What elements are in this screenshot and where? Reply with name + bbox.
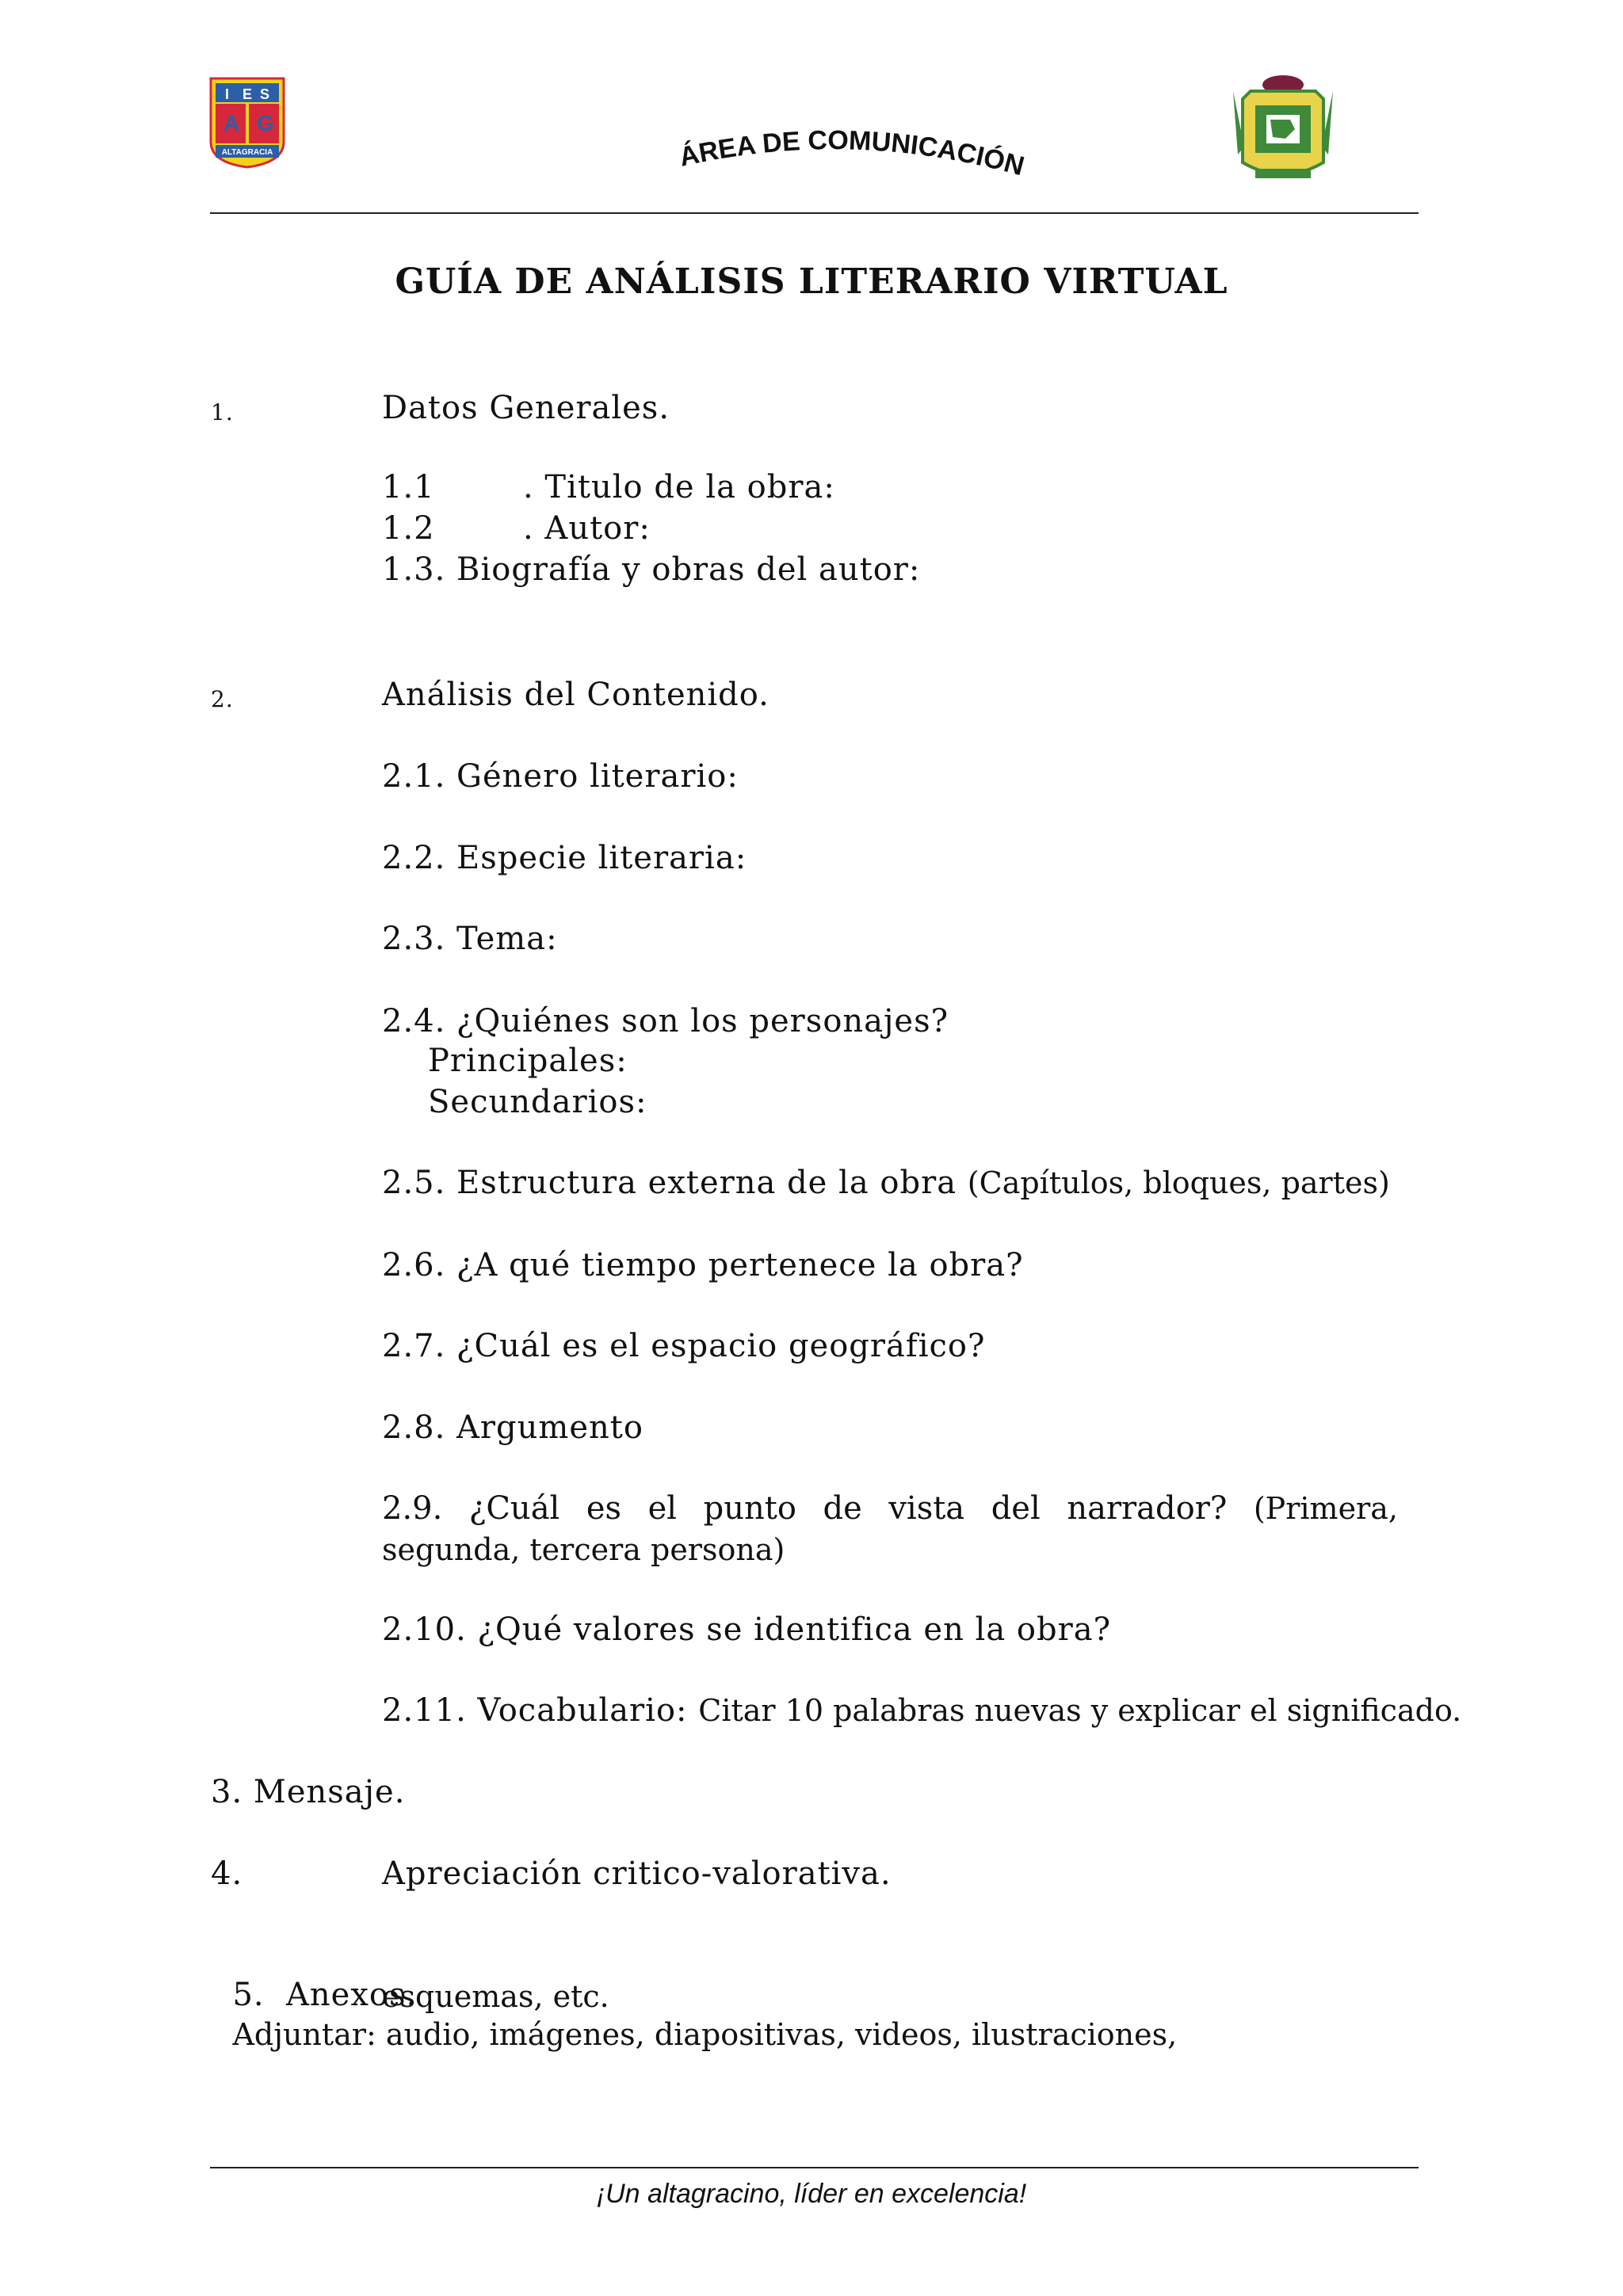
item-label: 2.7. ¿Cuál es el espacio geográfico? [382,1328,986,1364]
section-heading: Datos Generales. [382,390,670,426]
item-2-9 [382,1488,1398,1570]
item-word: es [586,1490,622,1527]
section-note: Adjuntar: audio, imágenes, diapositivas, videos, ilustraciones, [232,2017,1178,2052]
item-sublabel: Principales: [428,1043,628,1079]
item-label: 1.3. Biografía y obras del autor: [382,551,921,588]
section-note: esquemas, etc. [382,1979,609,2014]
item-label: 2.2. Especie literaria: [382,840,747,876]
item-word: vista [888,1490,965,1527]
item-note: (Capítulos, bloques, partes) [967,1165,1390,1200]
svg-text:ÁREA DE COMUNICACIÓN [677,125,1028,181]
school-crest-right [1227,67,1339,190]
school-logo-left [208,75,287,169]
item-word: el [647,1490,678,1527]
item-label: 2.3. Tema: [382,921,558,957]
logo-letter: G [257,111,274,135]
page-title: GUÍA DE ANÁLISIS LITERARIO VIRTUAL [395,261,1228,302]
item-label: 2.1. Género literario: [382,758,739,795]
item-label: 2.10. ¿Qué valores se identifica en la obra? [382,1611,1112,1648]
item-note: (Primera, [1253,1491,1398,1526]
item-label: 2.6. ¿A qué tiempo pertenece la obra? [382,1247,1024,1283]
header-divider [210,212,1419,214]
logo-letter: I [225,86,230,102]
logo-small-text: ALTAGRACIA [221,148,273,157]
section-number: 2. [211,686,234,712]
item-note: segunda, tercera persona) [382,1532,785,1567]
section-heading: 5. Anexos. [232,1977,418,2013]
item-word: 2.9. [382,1490,443,1527]
section-number: 1. [211,399,234,425]
item-note: Citar 10 palabras nuevas y explicar el significado. [698,1693,1462,1728]
area-title [666,111,1046,190]
section-heading: Análisis del Contenido. [382,677,769,713]
item-number: 1.1 [382,469,435,505]
section-heading: Apreciación critico-valorativa. [382,1855,892,1892]
footer-motto: ¡Un altagracino, líder en excelencia! [596,2179,1027,2209]
item-word: punto [703,1490,796,1527]
item-label: 2.8. Argumento [382,1409,643,1446]
logo-letter: E [242,86,253,102]
item-label: . Autor: [523,510,651,547]
item-label: 2.5. Estructura externa de la obra [382,1165,957,1201]
section-heading: 3. Mensaje. [211,1774,406,1810]
item-word: narrador? [1067,1490,1228,1527]
item-word: de [823,1490,862,1527]
item-label: . Titulo de la obra: [523,469,835,505]
logo-letter: S [260,86,270,102]
footer-divider [210,2167,1419,2168]
section-number: 4. [211,1855,243,1892]
item-number: 1.2 [382,510,435,547]
item-label: 2.4. ¿Quiénes son los personajes? [382,1003,949,1039]
logo-letter: A [223,111,240,135]
area-title-text: ÁREA DE COMUNICACIÓN [676,125,1028,182]
item-word: del [991,1490,1041,1527]
item-word: ¿Cuál [468,1490,560,1527]
item-label: 2.11. Vocabulario: [382,1692,688,1729]
item-sublabel: Secundarios: [428,1084,647,1120]
